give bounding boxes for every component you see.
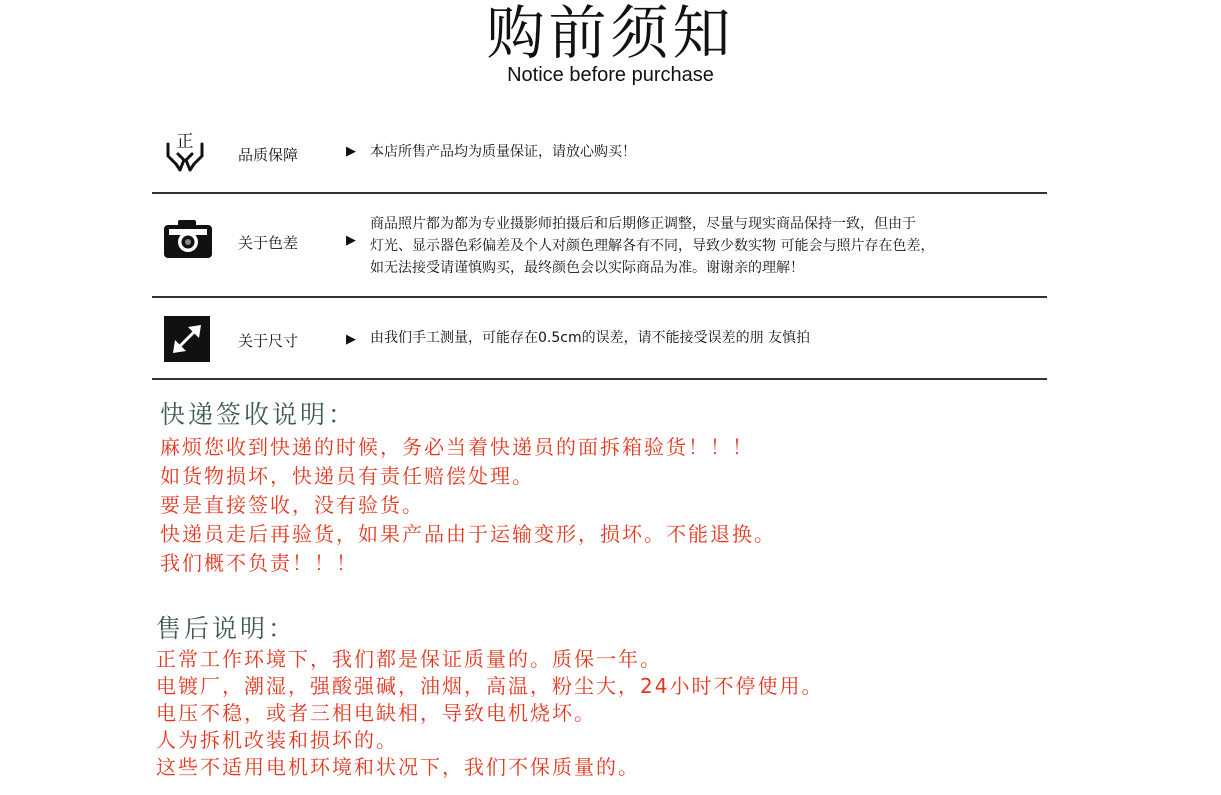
arrow-right-icon: ▶ <box>346 332 356 347</box>
delivery-line: 快递员走后再验货，如果产品由于运输变形，损坏。不能退换。 <box>160 522 776 546</box>
notice-label: 关于色差 <box>238 234 299 252</box>
page-title: 购前须知 <box>486 0 735 67</box>
camera-icon <box>164 218 212 262</box>
notice-row-quality <box>152 112 1047 194</box>
arrow-right-icon: ▶ <box>346 144 356 159</box>
svg-text:正: 正 <box>176 132 194 152</box>
after-sales-line: 人为拆机改装和损坏的。 <box>156 728 398 752</box>
delivery-section-title: 快递签收说明： <box>160 400 357 429</box>
page-subtitle: Notice before purchase <box>507 64 714 86</box>
after-sales-line: 正常工作环境下，我们都是保证质量的。质保一年。 <box>156 647 662 671</box>
notice-label: 品质保障 <box>238 146 299 164</box>
notice-table <box>152 112 1047 380</box>
after-sales-line: 这些不适用电机环境和状况下，我们不保质量的。 <box>156 755 640 779</box>
notice-row-size <box>152 298 1047 380</box>
after-sales-section-title: 售后说明： <box>156 614 297 643</box>
after-sales-line: 电镀厂，潮湿，强酸强碱，油烟，高温，粉尘大，24小时不停使用。 <box>156 674 824 698</box>
notice-text: 由我们手工测量，可能存在0.5cm的误差，请不能接受误差的朋 友慎拍 <box>370 330 811 346</box>
delivery-line: 麻烦您收到快递的时候，务必当着快递员的面拆箱验货！！！ <box>160 435 754 459</box>
notice-row-color <box>152 194 1047 298</box>
delivery-line: 我们概不负责！！！ <box>160 551 358 575</box>
after-sales-section-lines <box>156 646 823 781</box>
notice-text: 商品照片都为都为专业摄影师拍摄后和后期修正调整，尽量与现实商品保持一致，但由于 灯光、显示器色彩偏差及个人对颜色理解各有不同，导致少数实物 可能会与照片存在色差， 如无法接受请谨慎购买，最终颜色会以实际商品为准。谢谢亲的理解！ <box>370 216 935 276</box>
arrow-right-icon: ▶ <box>346 233 356 248</box>
notice-text: 本店所售产品均为质量保证，请放心购买！ <box>370 144 636 160</box>
notice-label: 关于尺寸 <box>238 332 299 350</box>
delivery-section-lines <box>160 433 776 578</box>
quality-hands-icon <box>164 130 206 176</box>
delivery-line: 如货物损坏，快递员有责任赔偿处理。 <box>160 464 534 488</box>
resize-arrow-icon <box>164 316 210 366</box>
after-sales-line: 电压不稳，或者三相电缺相，导致电机烧坏。 <box>156 701 596 725</box>
delivery-line: 要是直接签收，没有验货。 <box>160 493 424 517</box>
